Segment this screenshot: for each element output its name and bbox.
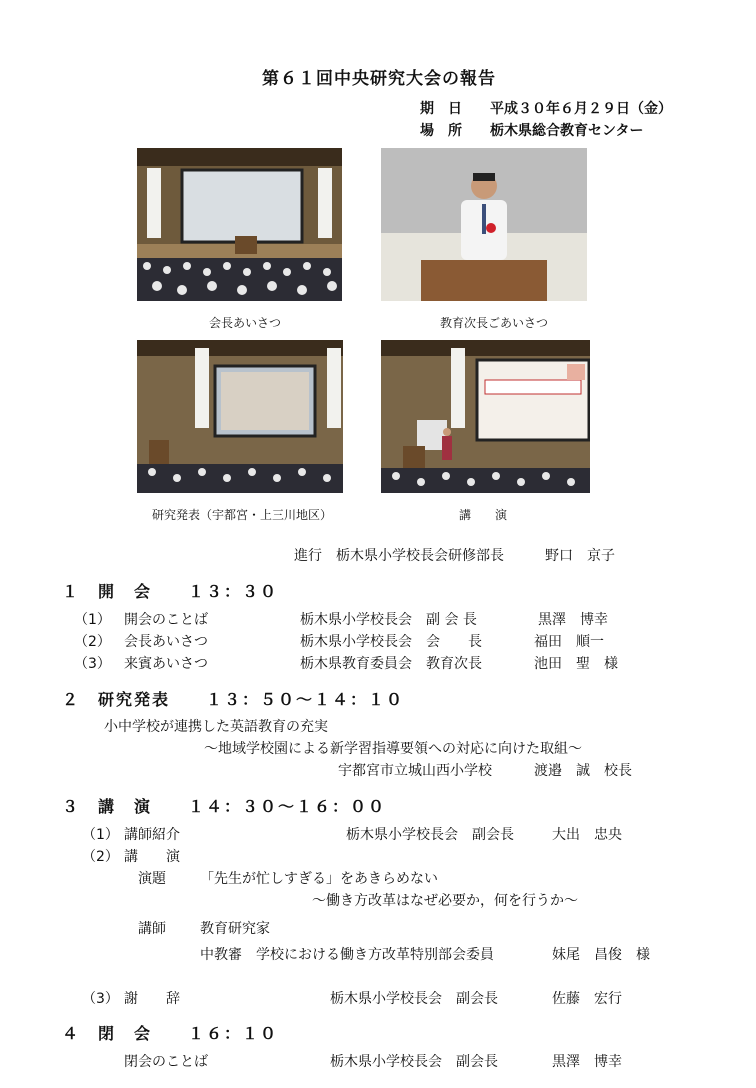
- photo-caption: 研究発表（宇都宮・上三川地区）: [152, 508, 333, 522]
- research-theme: 小中学校が連携した英語教育の充実: [104, 719, 328, 735]
- item-number: （1）: [82, 827, 119, 843]
- photo-lecture: [381, 340, 590, 493]
- item-number: （2）: [82, 849, 119, 865]
- research-subtheme: 〜地域学校園による新学習指導要領への対応に向けた取組〜: [204, 741, 582, 757]
- item-label: 来賓あいさつ: [124, 656, 208, 672]
- photo-caption: 教育次長ごあいさつ: [440, 316, 549, 330]
- item-number: （3）: [74, 656, 111, 672]
- photo-caption: 講 演: [459, 508, 508, 522]
- topic-label: 演題: [138, 871, 166, 887]
- page-title: 第６１回中央研究大会の報告: [262, 69, 496, 89]
- item-number: （1）: [74, 612, 111, 628]
- item-label: 講 演: [124, 849, 180, 865]
- section-heading: ２ 研究発表 １３：５０〜１４：１０: [62, 690, 405, 709]
- moderator-role: 進行 栃木県小学校長会研修部長: [294, 548, 504, 564]
- date-label: 期 日: [420, 101, 462, 117]
- lecturer-role: 中教審 学校における働き方改革特別部会委員: [200, 947, 494, 963]
- section-heading: １ 開 会 １３：３０: [62, 582, 279, 601]
- lecturer-title: 教育研究家: [200, 921, 270, 937]
- lecture-topic: 「先生が忙しすぎる」をあきらめない: [200, 871, 438, 887]
- venue-label: 場 所: [420, 123, 462, 139]
- item-label: 会長あいさつ: [124, 634, 208, 650]
- item-label: 謝 辞: [124, 991, 180, 1007]
- item-number: （2）: [74, 634, 111, 650]
- item-label: 講師紹介: [124, 827, 180, 843]
- lecture-subtopic: 〜働き方改革はなぜ必要か，何を行うか〜: [312, 893, 578, 909]
- item-org: 栃木県教育委員会 教育次長: [300, 656, 482, 672]
- photo-research-presentation: [137, 340, 343, 493]
- item-org: 栃木県小学校長会 会 長: [300, 634, 482, 650]
- section-heading: ３ 講 演 １４：３０〜１６：００: [62, 797, 387, 816]
- moderator-name: 野口 京子: [545, 548, 615, 564]
- item-name: 黒澤 博幸: [538, 612, 608, 628]
- item-number: （3）: [82, 991, 119, 1007]
- item-name: 佐藤 宏行: [552, 991, 622, 1007]
- item-name: 池田 聖 様: [534, 656, 618, 672]
- date-value: 平成３０年６月２９日（金）: [490, 101, 672, 117]
- item-org: 栃木県小学校長会 副会長: [346, 827, 514, 843]
- item-name: 黒澤 博幸: [552, 1054, 622, 1070]
- lecturer-name: 妹尾 昌俊 様: [552, 947, 650, 963]
- item-label: 閉会のことば: [124, 1054, 208, 1070]
- photo-vice-director-greeting: [381, 148, 587, 301]
- section-heading: ４ 閉 会 １６：１０: [62, 1024, 279, 1043]
- photo-caption: 会長あいさつ: [209, 316, 282, 330]
- item-org: 栃木県小学校長会 副会長: [330, 991, 498, 1007]
- venue-value: 栃木県総合教育センター: [490, 123, 644, 139]
- item-name: 福田 順一: [534, 634, 604, 650]
- item-name: 大出 忠央: [552, 827, 622, 843]
- item-org: 栃木県小学校長会 副 会 長: [300, 612, 477, 628]
- item-org: 栃木県小学校長会 副会長: [330, 1054, 498, 1070]
- photo-opening-greeting: [137, 148, 342, 301]
- item-label: 開会のことば: [124, 612, 208, 628]
- presenter: 宇都宮市立城山西小学校 渡邉 誠 校長: [338, 763, 632, 779]
- lecturer-label: 講師: [138, 921, 166, 937]
